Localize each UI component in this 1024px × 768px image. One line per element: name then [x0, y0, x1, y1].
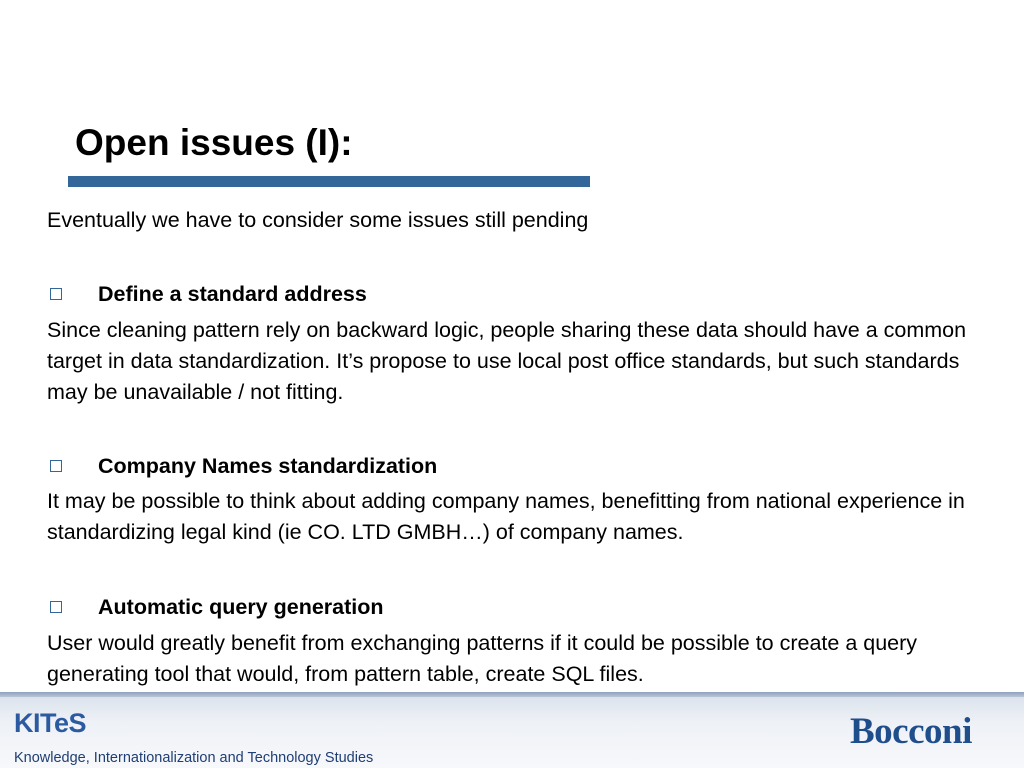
kites-logo: KITeS	[14, 708, 87, 738]
section-heading-label: Automatic query generation	[98, 595, 384, 619]
section-heading-address	[47, 279, 367, 309]
square-bullet-icon	[50, 601, 62, 613]
section-body-company-names: It may be possible to think about adding company names, benefitting from national experience in standardizing legal kind (ie CO. LTD GMBH…) of company names.	[47, 489, 965, 544]
intro-text: Eventually we have to consider some issues still pending	[47, 208, 589, 232]
kites-subtitle: Knowledge, Internationalization and Technology Studies	[14, 750, 374, 766]
footer-divider	[0, 692, 1024, 697]
section-body-address: Since cleaning pattern rely on backward logic, people sharing these data should have a common target in data standardization. It’s propose to use local post office standards, but such standards may be unavailable / not fitting.	[47, 318, 967, 404]
section-heading-query-generation	[47, 592, 384, 622]
section-heading-label: Company Names standardization	[98, 454, 438, 478]
section-heading-label: Define a standard address	[98, 282, 367, 306]
footer-bar	[0, 692, 1024, 768]
slide-title: Open issues (I):	[75, 122, 353, 163]
bocconi-logo: Bocconi	[850, 711, 972, 752]
title-underline	[68, 176, 590, 187]
square-bullet-icon	[50, 288, 62, 300]
section-heading-company-names	[47, 451, 437, 481]
square-bullet-icon	[50, 460, 62, 472]
section-body-query-generation: User would greatly benefit from exchanging patterns if it could be possible to create a query generating tool that would, from pattern table, create SQL files.	[47, 631, 918, 686]
